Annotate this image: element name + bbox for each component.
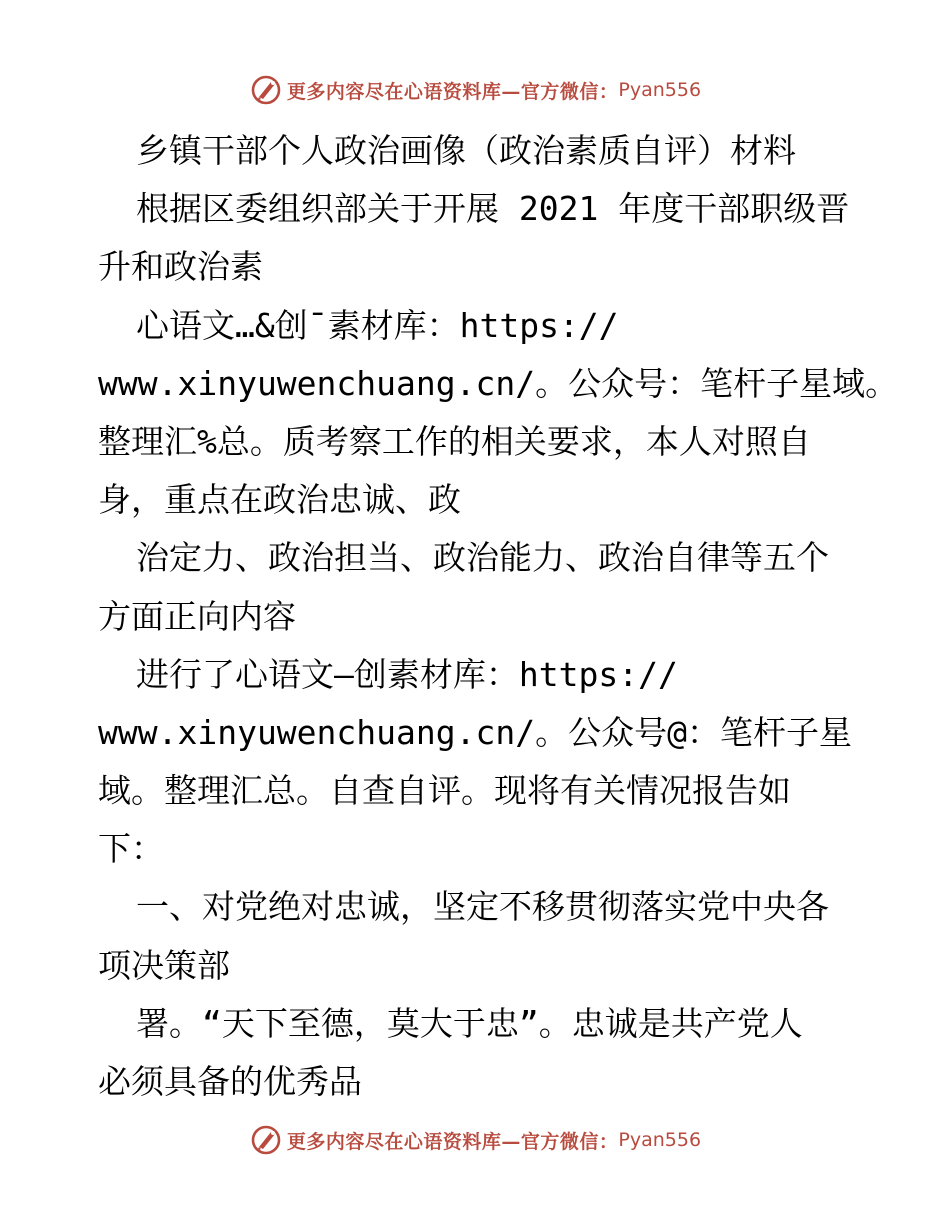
header-wechat-id: Pyan556 [618,79,702,101]
paragraph-line: 根据区委组织部关于开展 2021 年度干部职级晋 [136,189,850,229]
paragraph-line: www.xinyuwenchuang.cn/。公众号@：笔杆子星 [98,712,852,752]
paragraph-line: 身，重点在政治忠诚、政 [98,480,461,520]
paragraph-line: 必须具备的优秀品 [98,1062,362,1101]
paragraph-line: www.xinyuwenchuang.cn/。公众号：笔杆子星域。 [98,363,899,403]
paragraph-line: 方面正向内容 [98,596,296,636]
paragraph-line: 项决策部 [98,945,230,985]
footer-banner [0,1120,950,1160]
document-title: 乡镇干部个人政治画像（政治素质自评）材料 [136,131,796,170]
section-heading: 一、对党绝对忠诚，坚定不移贯彻落实党中央各 [136,887,829,927]
header-banner-text: 更多内容尽在心语资料库—官方微信： [286,80,619,103]
quill-pen-logo-icon [249,1123,283,1157]
paragraph-line: 心语文…&创¯素材库：https:// [136,305,619,345]
footer-banner-text: 更多内容尽在心语资料库—官方微信： [286,1130,619,1153]
paragraph-line: 升和政治素 [98,247,263,287]
paragraph-line: 治定力、政治担当、政治能力、政治自律等五个 [136,538,829,578]
paragraph-line: 署。“天下至德，莫大于忠”。忠诚是共产党人 [136,1003,803,1043]
paragraph-line: 整理汇%总。质考察工作的相关要求，本人对照自 [98,421,811,461]
paragraph-line: 域。整理汇总。自查自评。现将有关情况报告如 [98,771,791,811]
paragraph-line: 进行了心语文—创素材库：https:// [136,654,678,694]
paragraph-line: 下： [98,829,164,869]
header-banner [0,70,950,110]
document-body [98,122,899,1111]
quill-pen-logo-icon [249,73,283,107]
footer-wechat-id: Pyan556 [618,1129,702,1151]
